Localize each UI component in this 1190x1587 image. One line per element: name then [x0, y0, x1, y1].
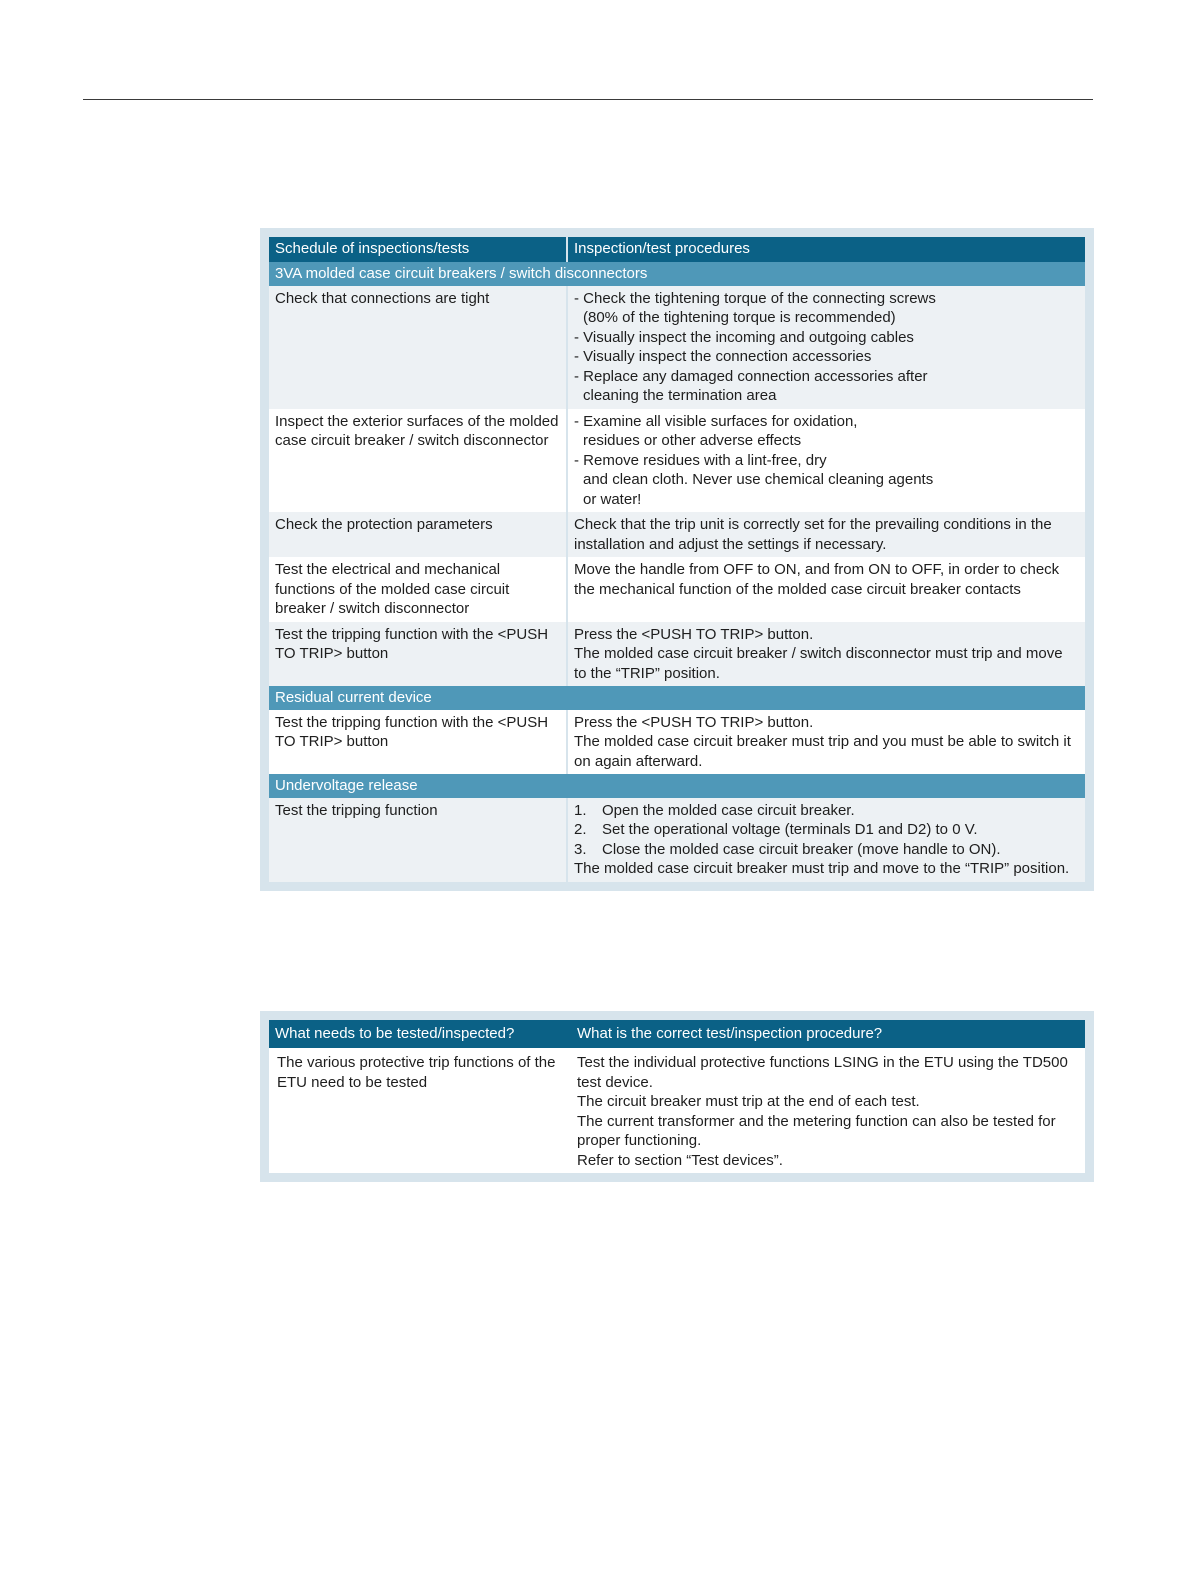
- section-title-3va: 3VA molded case circuit breakers / switch disconnectors: [269, 262, 1085, 286]
- header-rule: [83, 99, 1093, 100]
- table-row: [269, 1048, 1085, 1173]
- step-text: Open the molded case circuit breaker.: [602, 801, 855, 819]
- procedure-line: Test the individual protective functions LSING in the ETU using the TD500 test device.: [577, 1054, 1068, 1091]
- procedure-line: - Visually inspect the connection accessories: [574, 348, 872, 365]
- procedure-line: or water!: [583, 490, 642, 508]
- row-procedure: [567, 622, 1085, 687]
- procedure-note: The molded case circuit breaker must trip and move to the “TRIP” position.: [574, 860, 1070, 877]
- procedure-line: Press the <PUSH TO TRIP> button.: [574, 625, 814, 643]
- row-item: Check the protection parameters: [269, 512, 567, 557]
- row-procedure: [567, 710, 1085, 775]
- column-header-how: What is the correct test/inspection procedure?: [571, 1020, 1085, 1048]
- table-row: [269, 557, 1085, 622]
- table-row: [269, 409, 1085, 513]
- procedure-step: [574, 801, 1078, 821]
- procedure-line: The circuit breaker must trip at the end of each test.: [577, 1093, 920, 1110]
- step-number: 1.: [574, 801, 587, 819]
- row-item: Test the tripping function: [269, 798, 567, 882]
- row-item: Inspect the exterior surfaces of the molded case circuit breaker / switch disconnector: [269, 409, 567, 513]
- table-row: [269, 710, 1085, 775]
- step-text: Close the molded case circuit breaker (move handle to ON).: [602, 840, 1001, 858]
- inspection-schedule-table: [260, 228, 1094, 891]
- column-header-schedule: Schedule of inspections/tests: [269, 237, 567, 262]
- row-procedure: [567, 798, 1085, 882]
- section-row: [269, 262, 1085, 286]
- step-text: Set the operational voltage (terminals D1 and D2) to 0 V.: [602, 821, 978, 838]
- procedure-line: - Check the tightening torque of the connecting screws: [574, 289, 936, 307]
- procedure-line: cleaning the termination area: [583, 387, 777, 404]
- etu-test-table: [260, 1011, 1094, 1182]
- step-number: 3.: [574, 840, 587, 858]
- column-header-procedures: Inspection/test procedures: [567, 237, 1085, 262]
- table-row: [269, 286, 1085, 409]
- row-item: Test the electrical and mechanical functions of the molded case circuit breaker / switch disconnector: [269, 557, 567, 622]
- procedure-line: - Visually inspect the incoming and outgoing cables: [574, 328, 914, 346]
- procedure-line: Press the <PUSH TO TRIP> button.: [574, 713, 814, 731]
- row-item: Test the tripping function with the <PUSH TO TRIP> button: [269, 710, 567, 775]
- procedure-step: [574, 840, 1078, 860]
- row-procedure: [571, 1048, 1085, 1173]
- procedure-line: The current transformer and the metering function can also be tested for proper functioning.: [577, 1112, 1056, 1149]
- row-procedure: [567, 286, 1085, 409]
- section-row: [269, 686, 1085, 710]
- section-title-undervoltage: Undervoltage release: [269, 774, 1085, 798]
- table-header-row: [269, 1020, 1085, 1048]
- procedure-line: residues or other adverse effects: [583, 432, 802, 449]
- row-item: Test the tripping function with the <PUSH TO TRIP> button: [269, 622, 567, 687]
- section-row: [269, 774, 1085, 798]
- row-item: Check that connections are tight: [269, 286, 567, 409]
- row-procedure: [567, 409, 1085, 513]
- table-row: [269, 622, 1085, 687]
- column-header-what: What needs to be tested/inspected?: [269, 1020, 571, 1048]
- procedure-line: - Replace any damaged connection accessories after: [574, 367, 928, 385]
- table-header-row: [269, 237, 1085, 262]
- procedure-line: Refer to section “Test devices”.: [577, 1151, 783, 1169]
- procedure-line: (80% of the tightening torque is recommended): [583, 309, 896, 326]
- row-procedure: Check that the trip unit is correctly set for the prevailing conditions in the installation and adjust the settings if necessary.: [567, 512, 1085, 557]
- procedure-line: - Examine all visible surfaces for oxidation,: [574, 412, 858, 430]
- procedure-line: and clean cloth. Never use chemical cleaning agents: [583, 471, 934, 488]
- table-row: [269, 798, 1085, 882]
- table-row: [269, 512, 1085, 557]
- procedure-line: The molded case circuit breaker / switch disconnector must trip and move to the “TRIP” position.: [574, 645, 1063, 682]
- procedure-line: The molded case circuit breaker must trip and you must be able to switch it on again afterward.: [574, 733, 1071, 770]
- section-title-rcd: Residual current device: [269, 686, 1085, 710]
- step-number: 2.: [574, 821, 587, 838]
- row-procedure: Move the handle from OFF to ON, and from ON to OFF, in order to check the mechanical function of the molded case circuit breaker contacts: [567, 557, 1085, 622]
- row-item: The various protective trip functions of the ETU need to be tested: [269, 1048, 571, 1173]
- procedure-line: - Remove residues with a lint-free, dry: [574, 451, 827, 469]
- procedure-step: [574, 820, 1078, 840]
